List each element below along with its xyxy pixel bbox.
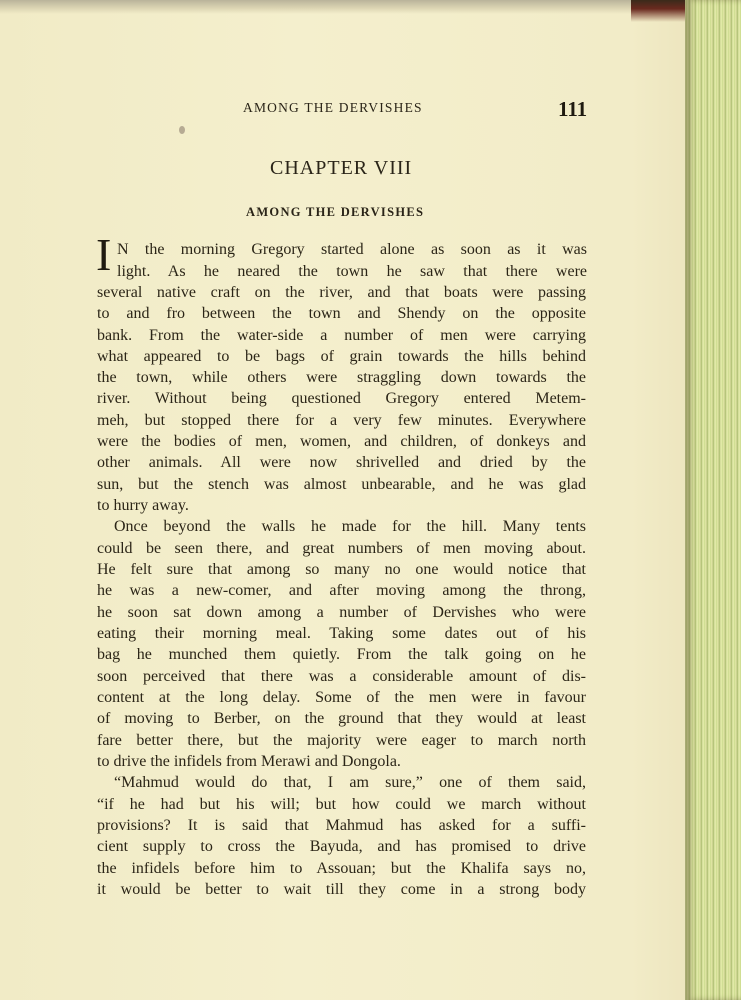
text-line: cient supply to cross the Bayuda, and has promised to drive: [97, 838, 586, 855]
text-line: Once beyond the walls he made for the hill. Many tents: [114, 518, 586, 535]
text-line: sun, but the stench was almost unbearable, and he was glad: [97, 476, 586, 493]
text-line: meh, but stopped there for a very few minutes. Everywhere: [97, 412, 586, 429]
text-line: light. As he neared the town he saw that there were: [117, 263, 587, 280]
chapter-title: CHAPTER VIII: [270, 157, 413, 179]
text-line: “if he had but his will; but how could we march without: [97, 796, 586, 813]
running-head: AMONG THE DERVISHES: [243, 100, 423, 115]
text-line: soon perceived that there was a considerable amount of dis-: [97, 668, 586, 685]
chapter-subtitle: AMONG THE DERVISHES: [246, 205, 425, 219]
text-line: to and fro between the town and Shendy on the opposite: [97, 305, 586, 322]
text-line: bag he munched them quietly. From the talk going on he: [97, 646, 586, 663]
text-line: several native craft on the river, and that boats were passing: [97, 284, 586, 301]
text-line: were the bodies of men, women, and children, of donkeys and: [97, 433, 586, 450]
text-line: he soon sat down among a number of Dervishes who were: [97, 604, 586, 621]
text-line: river. Without being questioned Gregory entered Metem-: [97, 390, 586, 407]
text-line: the town, while others were straggling down towards the: [97, 369, 586, 386]
drop-cap: I: [96, 229, 112, 280]
text-line: of moving to Berber, on the ground that they would at least: [97, 710, 586, 727]
text-line: provisions? It is said that Mahmud has asked for a suffi-: [97, 817, 586, 834]
text-line: to hurry away.: [97, 497, 189, 514]
text-line: content at the long delay. Some of the men were in favour: [97, 689, 586, 706]
text-line: the infidels before him to Assouan; but the Khalifa says no,: [97, 860, 586, 877]
text-line: to drive the infidels from Merawi and Dongola.: [97, 753, 401, 770]
text-line: what appeared to be bags of grain towards the hills behind: [97, 348, 586, 365]
page-top-shadow: [0, 0, 741, 14]
paper-spot: [179, 126, 185, 134]
text-line: fare better there, but the majority were eager to march north: [97, 732, 586, 749]
text-line: it would be better to wait till they come in a strong body: [97, 881, 586, 898]
page-edges: [685, 0, 741, 1000]
text-line: He felt sure that among so many no one would notice that: [97, 561, 586, 578]
text-line: other animals. All were now shrivelled and dried by the: [97, 454, 586, 471]
text-line: eating their morning meal. Taking some dates out of his: [97, 625, 586, 642]
page-number: 111: [558, 97, 588, 121]
text-line: bank. From the water-side a number of men were carrying: [97, 327, 586, 344]
text-line: N the morning Gregory started alone as soon as it was: [117, 241, 587, 258]
text-line: “Mahmud would do that, I am sure,” one of them said,: [114, 774, 586, 791]
text-line: he was a new-comer, and after moving among the throng,: [97, 582, 586, 599]
text-line: could be seen there, and great numbers of men moving about.: [97, 540, 586, 557]
